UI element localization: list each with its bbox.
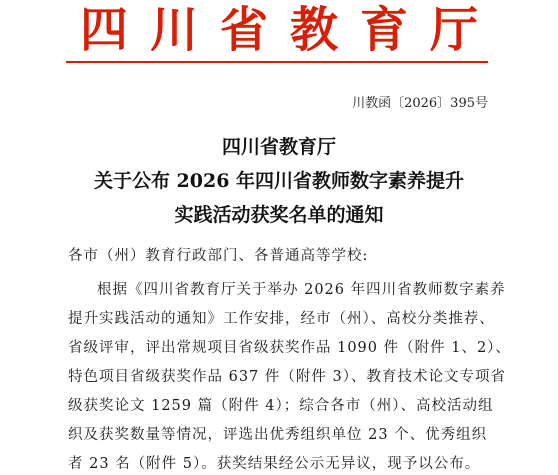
- body-paragraph: [68, 276, 511, 475]
- body-line: 省级评审，评出常规项目省级获奖作品 1090 件（附件 1、2）、: [68, 340, 511, 356]
- org-header-title: 四川省教育厅: [79, 2, 500, 58]
- title-line-2: 关于公布 2026 年四川省教师数字素养提升: [93, 170, 465, 192]
- addressee: 各市（州）教育行政部门、各普通高等学校:: [68, 248, 369, 264]
- title-line-1: 四川省教育厅: [221, 136, 336, 158]
- body-line: 织及获奖数量等情况，评选出优秀组织单位 23 个、优秀组织: [68, 427, 488, 443]
- body-line: 特色项目省级获奖作品 637 件（附件 3）、教育技术论文专项省: [68, 369, 506, 385]
- header-red-rule: [66, 61, 488, 63]
- body-line: 根据《四川省教育厅关于举办 2026 年四川省教师数字素养: [97, 282, 506, 298]
- document-title: [0, 130, 558, 232]
- body-line: 级获奖论文 1259 篇（附件 4）；综合各市（州）、高校活动组: [68, 398, 494, 414]
- body-line: 者 23 名（附件 5）。获奖结果经公示无异议，现予以公布。: [68, 456, 481, 472]
- body-line: 提升实践活动的通知》工作安排，经市（州）、高校分类推荐、: [68, 311, 495, 327]
- title-line-3: 实践活动获奖名单的通知: [174, 204, 384, 226]
- document-number: 川教函〔2026〕395号: [352, 96, 488, 111]
